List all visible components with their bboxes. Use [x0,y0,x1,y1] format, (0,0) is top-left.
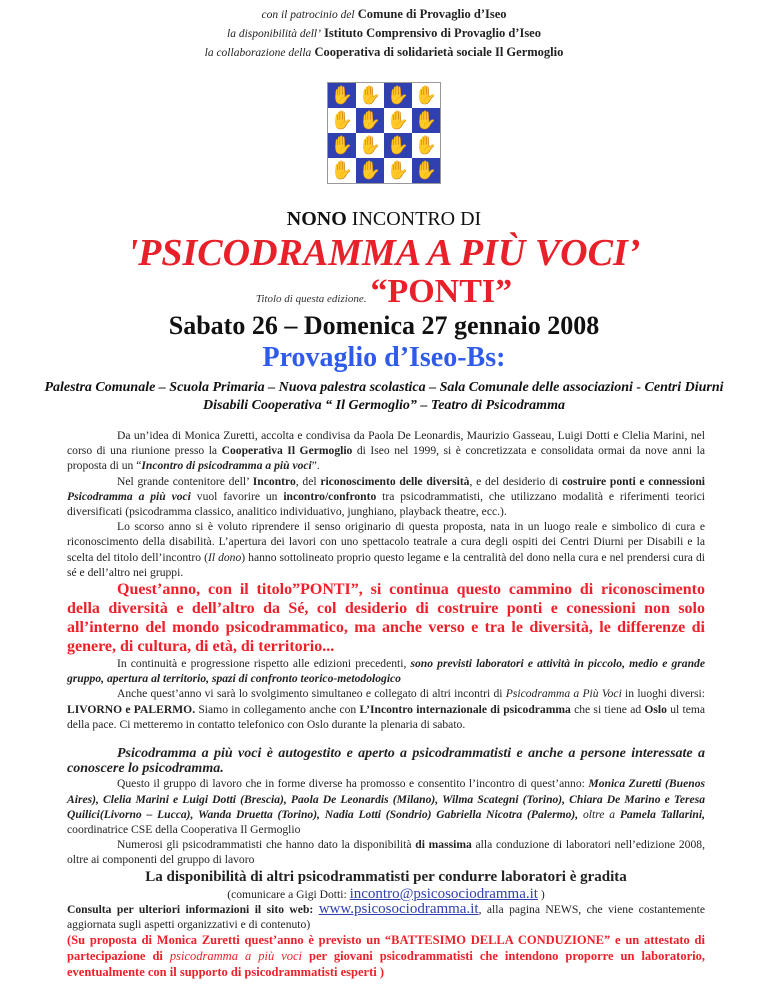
text-run: Siamo in collegamento anche con [195,702,360,716]
hand-icon: ✋ [356,83,384,108]
text-run: incontro/confronto [283,489,377,503]
hand-icon: ✋ [356,108,384,133]
text-run: Psicodramma a più voci è autogestito e aperto a psicodrammatisti e anche a persone interessate a conoscere lo psicodramma. [67,746,705,777]
hand-icon: ✋ [412,108,440,133]
body-paragraph [67,746,705,776]
contact-line [67,887,705,902]
body-paragraph [67,519,705,580]
paragraphs [67,428,705,868]
text-run: Pamela Tallarini, [619,807,705,821]
event-venues: Palestra Comunale – Scuola Primaria – Nuova palestra scolastica – Sala Comunale delle associazioni - Centri Diurni Disabili Cooperativa “ Il Germoglio” – Teatro di Psicodramma [44,380,724,413]
text-run: Incontro [252,474,296,488]
hand-icon: ✋ [384,133,412,158]
hand-icon: ✋ [328,158,356,183]
edition-heading [0,208,768,231]
text-run: , e del desiderio di [469,474,562,488]
patronage-line [0,24,768,43]
patronage-line [0,43,768,62]
hand-icon: ✋ [412,133,440,158]
edition-number: NONO [286,208,347,230]
text-run: sono previsti laboratori e attività in piccolo, medio e grande gruppo, apertura al territorio, spazi di confronto teorico-metodologico [67,657,705,686]
hand-icon: ✋ [384,158,412,183]
info-paragraph [67,902,705,932]
text-run: in luoghi diversi: [621,687,705,701]
hand-icon: ✋ [356,133,384,158]
edition-label: Titolo di questa edizione. [255,293,367,305]
hand-icon: ✋ [356,158,384,183]
text-run: In continuità e progressione rispetto alle edizioni precedenti, [117,657,411,671]
note-italic: psicodramma a più voci [169,949,303,964]
hand-icon: ✋ [328,133,356,158]
hands-logo-icon [327,82,441,184]
patronage-label: con il patrocinio del [261,9,355,21]
contact-close: ) [540,887,545,901]
email-link[interactable]: incontro@psicosociodramma.it [349,885,538,902]
text-run: Psicodramma a Più Voci [505,687,622,701]
text-run: Oslo [644,702,667,716]
info-text: , alla pagina NEWS, che viene costantemente aggiornata sugli aspetti organizzativi e di contenuto) [67,902,705,932]
note-text: per giovani psicodrammatisti che intendono proporre un laboratorio, eventualmente con il supporto di psicodrammatisti esperti ) [67,949,705,980]
patronage-header [0,0,768,62]
patron-name: Cooperativa di solidarietà sociale Il Germoglio [314,45,564,59]
text-run: ) hanno sottolineato proprio questo legame e la centralità del dono nella cura e nel prendersi cura di sé e dell’altro nei gruppi. [67,550,706,579]
note-paragraph [67,932,705,980]
body-paragraph [67,837,705,867]
text-run: ul tema della pace. Ci metteremo in contatto telefonico con Oslo durante la plenaria di sabato. [67,702,705,731]
patronage-label: la disponibilità dell’ [227,28,321,40]
body-paragraph [67,580,705,656]
patronage-label: la collaborazione della [204,47,312,59]
text-run: Incontro di psicodramma a più voci [141,459,312,473]
hand-icon: ✋ [412,83,440,108]
edition-title-line [0,273,768,311]
call-heading: La disponibilità di altri psicodrammatisti per condurre laboratori è gradita [145,868,627,885]
info-label: Consulta per ulteriori informazioni il sito web: [67,902,314,916]
patron-name: Istituto Comprensivo di Provaglio d’Iseo [324,26,541,40]
text-run: Lo scorso anno si è voluto riprendere il senso originario di questa proposta, nata in un luogo reale e simbolico di cura e riconoscimento della disabilità. L’apertura dei lavori con uno spettacolo teatrale a cura degli ospiti dei Centri Diurni per Disabili e la scelta del titolo dell’incontro ( [67,520,705,564]
text-run: oltre a [582,807,616,821]
text-run: vuol favorire un [190,489,284,503]
body-paragraph [67,474,705,520]
body-paragraph [67,656,705,686]
text-run: LIVORNO e PALERMO. [67,702,196,716]
hand-icon: ✋ [412,158,440,183]
text-run: Cooperativa Il Germoglio [221,444,353,458]
text-run: di massima [415,838,472,852]
text-run: che si tiene ad [570,702,645,716]
text-run: Monica Zuretti (Buenos Aires), Clelia Marini e Luigi Dotti (Brescia), Paola De Leonardis (Milano), Wilma Scategni (Torino), Chiara De Marino e Teresa Quilici(Livorno – Lucca), Wanda Druetta (Torino), Nadia Lotti (Sondrio) Gabriella Nicotra (Palermo), [67,777,706,821]
text-run: Il dono [207,550,242,564]
hand-icon: ✋ [384,108,412,133]
document-body [67,428,705,980]
website-link[interactable]: www.psicosociodramma.it [318,900,479,917]
text-run: , del [295,474,321,488]
event-title: 'PSICODRAMMA A PIÙ VOCI’ [127,232,641,274]
patronage-line [0,5,768,24]
text-run: Quest’anno, con il titolo”PONTI”, si continua questo cammino di riconoscimento della diversità e dell’altro da Sé, col desiderio di costruire ponti e conessioni non solo all’interno del mondo psicodrammatico, ma anche verso e tra le diversità, le differenze di genere, di cultura, di età, di territorio... [67,581,705,656]
text-run: riconoscimento delle diversità [320,474,470,488]
body-paragraph [67,686,705,732]
text-run: tra psicodrammatisti, che utilizzano modalità e riferimenti teorici diversificati (psicodramma classico, analitico individuativo, junghiano, playback theatre, ecc.). [67,489,705,519]
text-run: costruire ponti e connessioni [561,474,705,488]
text-run: Anche quest’anno vi sarà lo svolgimento simultaneo e collegato di altri incontri di [117,687,506,701]
hand-icon: ✋ [384,83,412,108]
text-run: ”. [311,459,320,473]
text-run: alla conduzione di laboratori nell’edizione 2008, oltre ai componenti del gruppo di lavoro [67,838,705,867]
text-run: Numerosi gli psicodrammatisti che hanno dato la disponibilità [117,838,416,852]
text-run: coordinatrice CSE della Cooperativa Il Germoglio [67,823,301,837]
text-run: Psicodramma a più voci [67,489,191,503]
text-run: L’Incontro internazionale di psicodramma [359,702,571,716]
hand-icon: ✋ [328,108,356,133]
hand-icon: ✋ [328,83,356,108]
text-run: Nel grande contenitore dell’ [117,474,253,488]
note-text: (Su proposta di Monica Zuretti quest’anno è previsto un “BATTESIMO DELLA CONDUZIONE” e un attestato di partecipazione di [67,933,705,964]
text-run: Questo il gruppo di lavoro che in forme diverse ha promosso e consentito l’incontro di quest’anno: [117,777,589,791]
text-run: Da un’idea di Monica Zuretti, accolta e condivisa da Paola De Leonardis, Maurizio Gasseau, Luigi Dotti e Clelia Marini, nel corso di una riunione presso la [67,429,705,458]
event-date: Sabato 26 – Domenica 27 gennaio 2008 [168,311,600,340]
edition-heading-text: INCONTRO DI [351,208,482,230]
contact-label: (comunicare a Gigi Dotti: [227,887,347,901]
patron-name: Comune di Provaglio d’Iseo [357,7,507,21]
text-run: di Iseo nel 1999, si è concretizzata e consolidata ormai da nove anni la proposta di un “ [67,444,705,473]
body-paragraph [67,428,705,474]
edition-title: “PONTI” [370,273,513,310]
body-paragraph [67,776,705,837]
event-place: Provaglio d’Iseo-Bs: [262,342,506,373]
